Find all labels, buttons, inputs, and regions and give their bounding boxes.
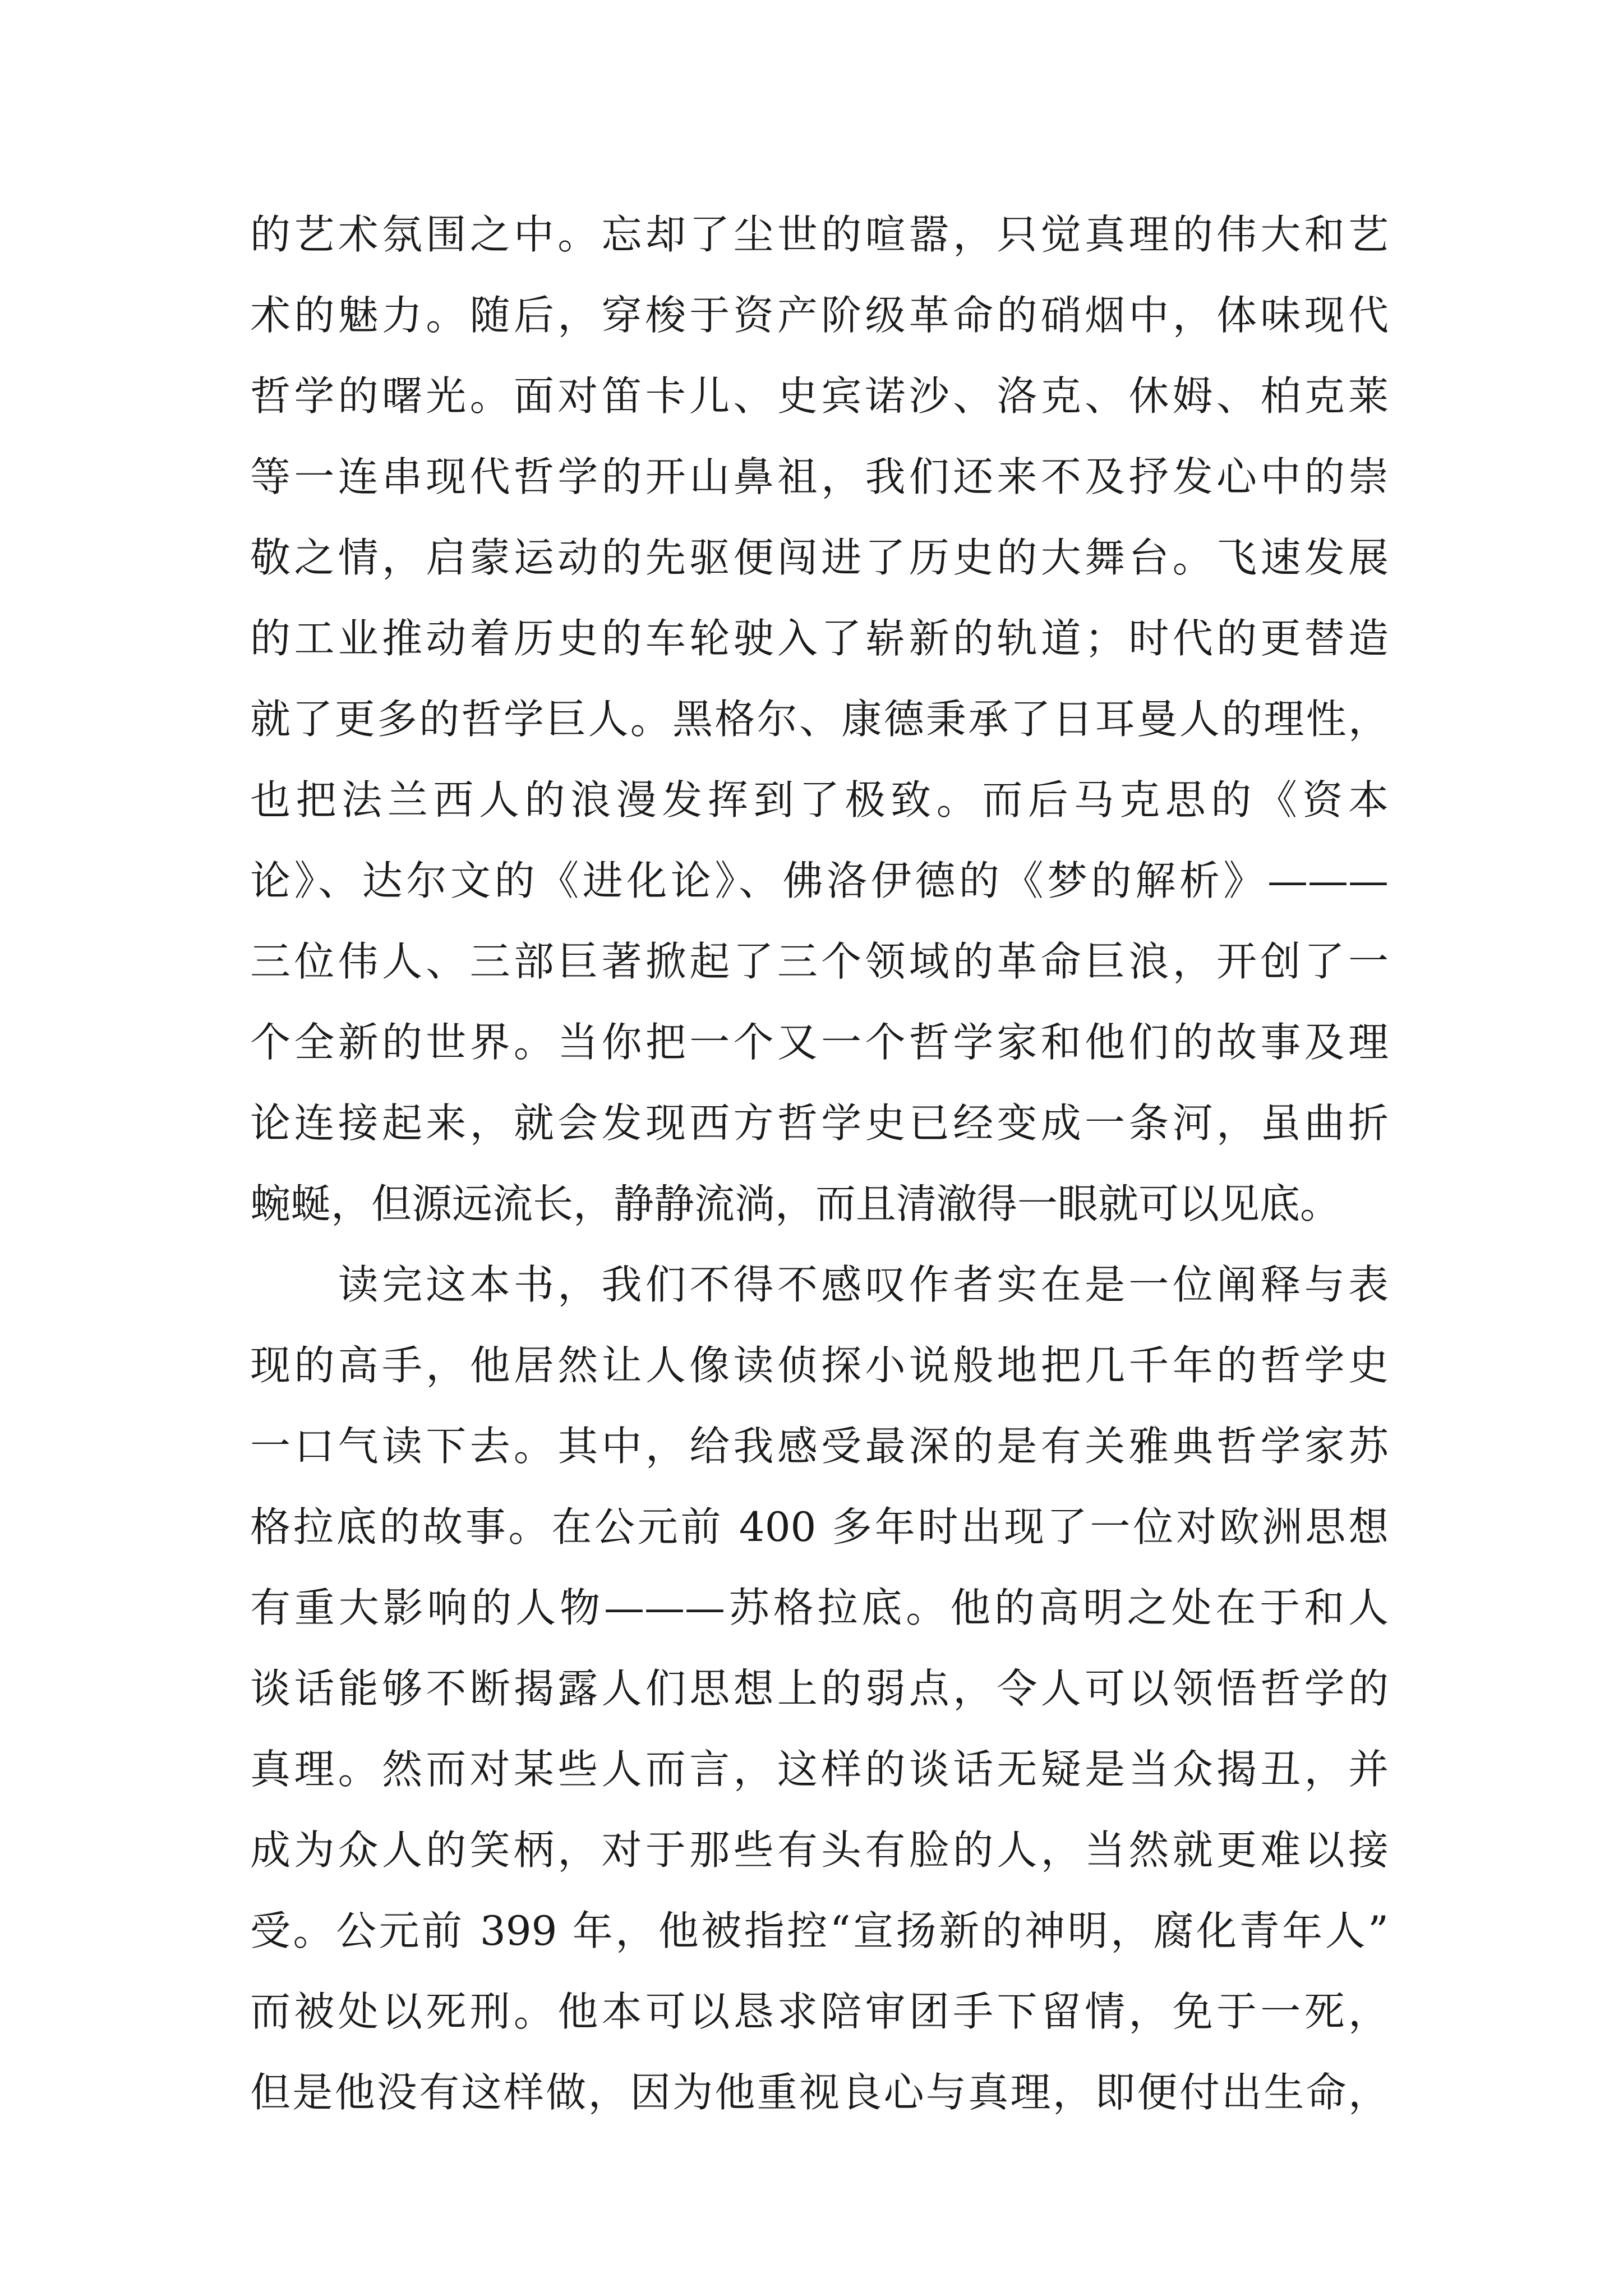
- text-line: 成为众人的笑柄，对于那些有头有脸的人，当然就更难以接: [250, 1826, 1389, 1874]
- text-line: 受。公元前 399 年，他被指控“宣扬新的神明，腐化青年人”: [250, 1907, 1389, 1954]
- text-line: 论》、达尔文的《进化论》、佛洛伊德的《梦的解析》———: [250, 857, 1389, 904]
- text-line: 就了更多的哲学巨人。黑格尔、康德秉承了日耳曼人的理性，: [250, 696, 1389, 743]
- text-line: 的艺术氛围之中。忘却了尘世的喧嚣，只觉真理的伟大和艺: [250, 211, 1389, 258]
- text-line: 三位伟人、三部巨著掀起了三个领域的革命巨浪，开创了一: [250, 938, 1389, 985]
- text-line: 术的魅力。随后，穿梭于资产阶级革命的硝烟中，体味现代: [250, 292, 1389, 339]
- text-line: 读完这本书，我们不得不感叹作者实在是一位阐释与表: [250, 1261, 1389, 1308]
- text-line: 而被处以死刑。他本可以恳求陪审团手下留情，免于一死，: [250, 1988, 1389, 2035]
- body-text: [250, 194, 1389, 2133]
- text-line: 哲学的曙光。面对笛卡儿、史宾诺沙、洛克、休姆、柏克莱: [250, 372, 1389, 420]
- text-line: 一口气读下去。其中，给我感受最深的是有关雅典哲学家苏: [250, 1423, 1389, 1470]
- text-line: 个全新的世界。当你把一个又一个哲学家和他们的故事及理: [250, 1019, 1389, 1066]
- text-line: 但是他没有这样做，因为他重视良心与真理，即便付出生命，: [250, 2069, 1389, 2116]
- text-line: 敬之情，启蒙运动的先驱便闯进了历史的大舞台。飞速发展: [250, 534, 1389, 581]
- text-line: 有重大影响的人物———苏格拉底。他的高明之处在于和人: [250, 1584, 1389, 1631]
- text-line: 真理。然而对某些人而言，这样的谈话无疑是当众揭丑，并: [250, 1746, 1389, 1793]
- text-line: 论连接起来，就会发现西方哲学史已经变成一条河，虽曲折: [250, 1099, 1389, 1147]
- text-line: 也把法兰西人的浪漫发挥到了极致。而后马克思的《资本: [250, 776, 1389, 823]
- text-line: 格拉底的故事。在公元前 400 多年时出现了一位对欧洲思想: [250, 1503, 1389, 1550]
- text-line: 的工业推动着历史的车轮驶入了崭新的轨道；时代的更替造: [250, 615, 1389, 662]
- text-line: 等一连串现代哲学的开山鼻祖，我们还来不及抒发心中的崇: [250, 453, 1389, 500]
- text-line: 现的高手，他居然让人像读侦探小说般地把几千年的哲学史: [250, 1342, 1389, 1389]
- text-line: 谈话能够不断揭露人们思想上的弱点，令人可以领悟哲学的: [250, 1665, 1389, 1712]
- text-line: 蜿蜒，但源远流长，静静流淌，而且清澈得一眼就可以见底。: [250, 1180, 1341, 1227]
